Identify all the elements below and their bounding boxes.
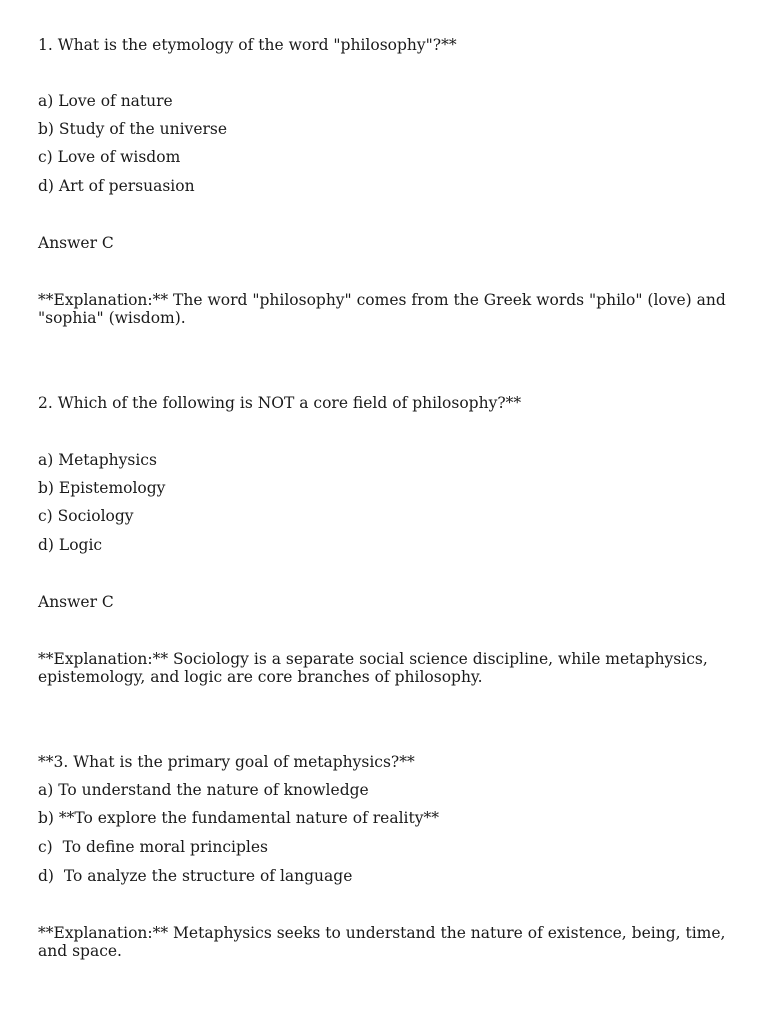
question-3-option-d: d) To analyze the structure of language — [38, 867, 353, 885]
question-3-option-c: c) To define moral principles — [38, 838, 268, 856]
question-3-option-a: a) To understand the nature of knowledge — [38, 781, 369, 799]
question-2-answer: Answer C — [38, 593, 114, 611]
question-2-explanation: **Explanation:** Sociology is a separate social science discipline, while metaphysics, epistemology, and logic are core branches of philosophy. — [38, 650, 708, 686]
question-3-text: **3. What is the primary goal of metaphysics?** — [38, 753, 415, 771]
question-2-option-c: c) Sociology — [38, 507, 134, 525]
question-3-explanation: **Explanation:** Metaphysics seeks to understand the nature of existence, being, time, and space. — [38, 924, 726, 960]
question-1-option-b: b) Study of the universe — [38, 120, 228, 138]
question-1-text: 1. What is the etymology of the word "philosophy"?** — [38, 36, 457, 54]
question-2-option-d: d) Logic — [38, 536, 103, 554]
question-2-option-b: b) Epistemology — [38, 479, 166, 497]
question-1-option-d: d) Art of persuasion — [38, 177, 195, 195]
question-2-option-a: a) Metaphysics — [38, 451, 157, 469]
question-3-option-b: b) **To explore the fundamental nature of reality** — [38, 809, 439, 827]
question-1-option-a: a) Love of nature — [38, 92, 173, 110]
question-1-option-c: c) Love of wisdom — [38, 148, 181, 166]
question-2-text: 2. Which of the following is NOT a core field of philosophy?** — [38, 394, 522, 412]
question-1-answer: Answer C — [38, 234, 114, 252]
question-1-explanation: **Explanation:** The word "philosophy" comes from the Greek words "philo" (love) and "sophia" (wisdom). — [38, 291, 726, 327]
